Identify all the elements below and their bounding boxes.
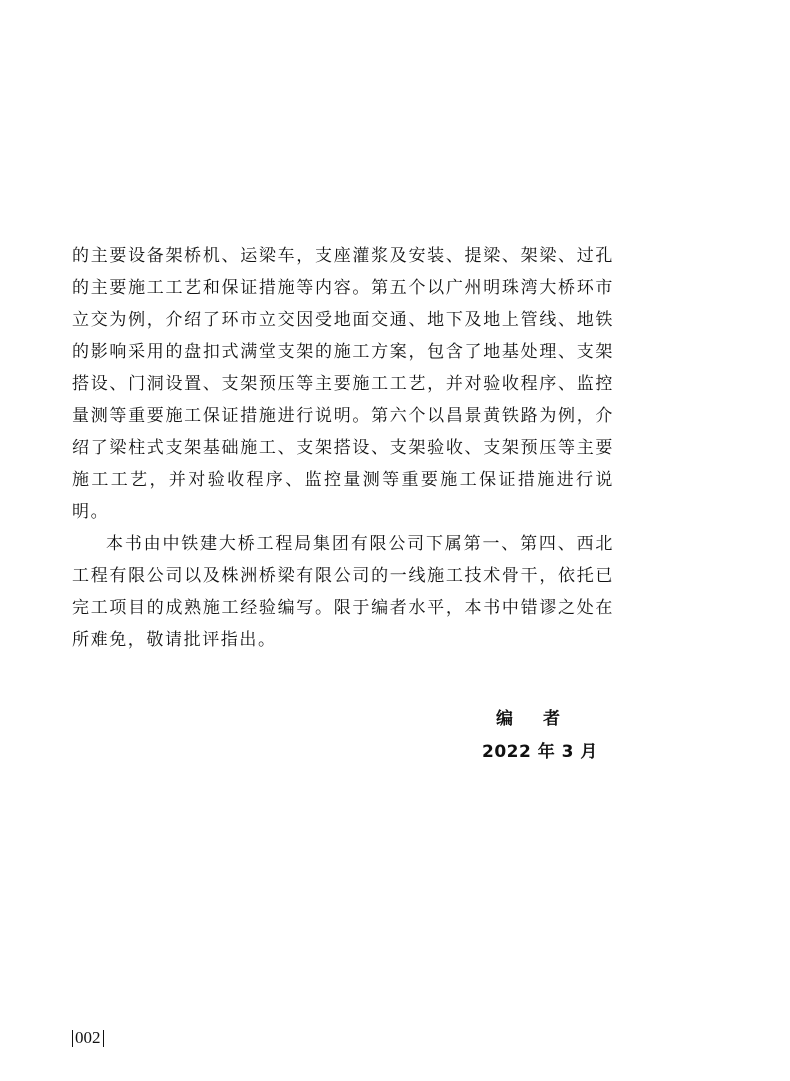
- signature-date: 2022 年 3 月: [482, 742, 598, 762]
- page-number-bar-right: [103, 1030, 104, 1047]
- signature-author: 编者: [496, 709, 590, 729]
- preface-text: [72, 240, 614, 656]
- page-number: [72, 1028, 104, 1048]
- paragraph-authors: 本书由中铁建大桥工程局集团有限公司下属第一、第四、西北工程有限公司以及株洲桥梁有限公司的一线施工技术骨干，依托已完工项目的成熟施工经验编写。限于编者水平，本书中错谬之处在所难免，敬请批评指出。: [72, 534, 614, 650]
- page-number-text: 002: [75, 1028, 101, 1047]
- paragraph-continuation: 的主要设备架桥机、运梁车，支座灌浆及安装、提梁、架梁、过孔的主要施工工艺和保证措施等内容。第五个以广州明珠湾大桥环市立交为例，介绍了环市立交因受地面交通、地下及地上管线、地铁的影响采用的盘扣式满堂支架的施工方案，包含了地基处理、支架搭设、门洞设置、支架预压等主要施工工艺，并对验收程序、监控量测等重要施工保证措施进行说明。第六个以昌景黄铁路为例，介绍了梁柱式支架基础施工、支架搭设、支架验收、支架预压等主要施工工艺，并对验收程序、监控量测等重要施工保证措施进行说明。: [72, 246, 614, 522]
